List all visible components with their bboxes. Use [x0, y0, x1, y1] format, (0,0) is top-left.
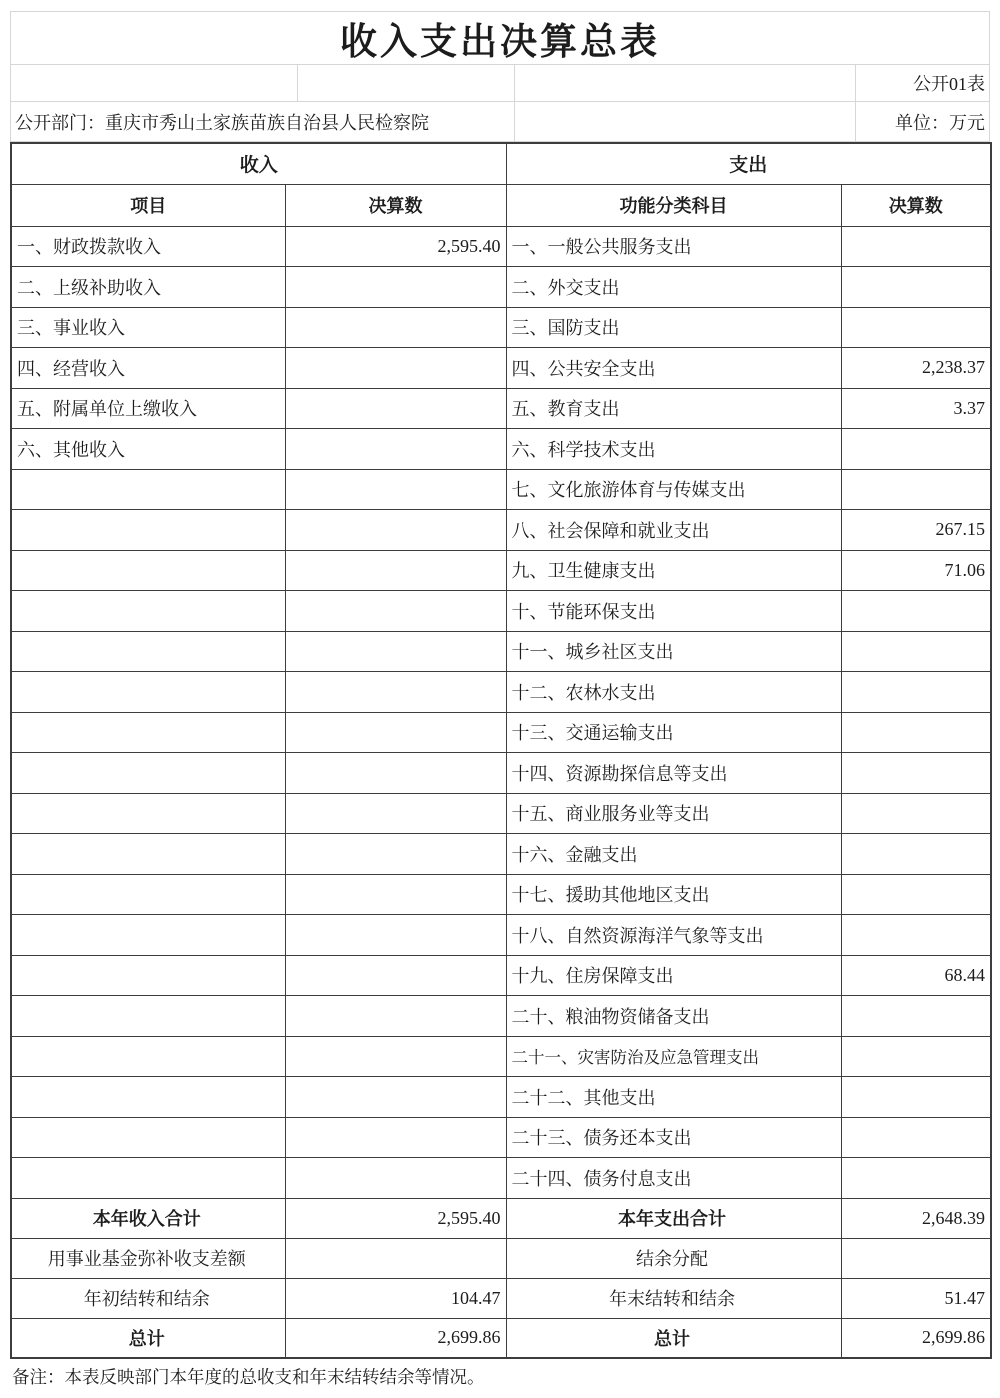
table-code-label: 公开01表: [855, 65, 990, 101]
expense-amount-cell: [841, 1158, 991, 1199]
page-title: 收入支出决算总表: [340, 22, 660, 63]
income-amount-cell: [285, 631, 506, 672]
income-item-cell: [11, 591, 285, 632]
table-row: [11, 955, 991, 996]
expense-amount-cell: [841, 1077, 991, 1118]
expense-amount-cell: [841, 672, 991, 713]
expense-summary-label-cell: 结余分配: [506, 1238, 841, 1278]
summary-row: [11, 1238, 991, 1278]
expense-amount-cell: 3.37: [841, 388, 991, 429]
income-amount-cell: [285, 753, 506, 794]
table-row: [11, 1158, 991, 1199]
expense-item-cell: 一、一般公共服务支出: [506, 226, 841, 267]
sheet-header-block: [10, 11, 990, 142]
income-amount-cell: [285, 955, 506, 996]
income-item-cell: [11, 1117, 285, 1158]
expense-item-cell: 二、外交支出: [506, 267, 841, 308]
table-row: [11, 672, 991, 713]
income-amount-cell: [285, 388, 506, 429]
income-item-cell: [11, 834, 285, 875]
expense-item-cell: 二十一、灾害防治及应急管理支出: [506, 1036, 841, 1077]
income-amount-cell: [285, 712, 506, 753]
income-item-cell: 三、事业收入: [11, 307, 285, 348]
table-row: [11, 307, 991, 348]
income-summary-amount-cell: 2,699.86: [285, 1318, 506, 1358]
income-amount-cell: [285, 1158, 506, 1199]
expense-amount-cell: [841, 753, 991, 794]
expense-summary-label-cell: 总计: [506, 1318, 841, 1358]
accounts-table: [10, 142, 992, 1359]
expense-summary-amount-cell: 51.47: [841, 1278, 991, 1318]
fiscal-report-sheet: [10, 11, 990, 1393]
expense-item-cell: 十、节能环保支出: [506, 591, 841, 632]
table-row: [11, 915, 991, 956]
expense-amount-cell: [841, 874, 991, 915]
table-row: [11, 429, 991, 470]
income-summary-amount-cell: 2,595.40: [285, 1198, 506, 1238]
expense-amount-cell: 267.15: [841, 510, 991, 551]
table-row: [11, 712, 991, 753]
income-amount-cell: [285, 591, 506, 632]
empty-cell: [514, 102, 855, 141]
title-row: [11, 12, 989, 65]
expense-item-cell: 十九、住房保障支出: [506, 955, 841, 996]
income-item-cell: 四、经营收入: [11, 348, 285, 389]
expense-item-cell: 十一、城乡社区支出: [506, 631, 841, 672]
expense-item-cell: 十八、自然资源海洋气象等支出: [506, 915, 841, 956]
expense-amount-cell: [841, 267, 991, 308]
expense-amount-cell: [841, 1036, 991, 1077]
expense-amount-cell: 68.44: [841, 955, 991, 996]
income-summary-label-cell: 年初结转和结余: [11, 1278, 285, 1318]
expense-amount-header: 决算数: [841, 184, 991, 226]
expense-item-cell: 十五、商业服务业等支出: [506, 793, 841, 834]
income-amount-cell: [285, 874, 506, 915]
empty-cell: [297, 65, 514, 101]
table-row: [11, 1077, 991, 1118]
summary-row: [11, 1278, 991, 1318]
table-row: [11, 348, 991, 389]
table-row: [11, 550, 991, 591]
income-amount-cell: [285, 348, 506, 389]
expense-item-header: 功能分类科目: [506, 184, 841, 226]
table-code-row: [11, 65, 989, 102]
income-item-cell: [11, 874, 285, 915]
income-item-cell: [11, 1036, 285, 1077]
expense-section-header: 支出: [506, 143, 991, 184]
expense-amount-cell: [841, 307, 991, 348]
summary-row: [11, 1198, 991, 1238]
expense-item-cell: 二十四、债务付息支出: [506, 1158, 841, 1199]
summary-rows-body: [11, 1198, 991, 1358]
expense-amount-cell: [841, 591, 991, 632]
department-label: 公开部门：重庆市秀山土家族苗族自治县人民检察院: [15, 112, 429, 133]
income-item-cell: [11, 955, 285, 996]
expense-amount-cell: [841, 915, 991, 956]
data-rows-body: [11, 226, 991, 1198]
income-amount-cell: [285, 1036, 506, 1077]
expense-item-cell: 八、社会保障和就业支出: [506, 510, 841, 551]
department-row: [11, 102, 989, 141]
income-amount-cell: [285, 267, 506, 308]
income-item-cell: [11, 793, 285, 834]
table-row: [11, 753, 991, 794]
income-item-cell: [11, 753, 285, 794]
expense-item-cell: 二十三、债务还本支出: [506, 1117, 841, 1158]
table-row: [11, 226, 991, 267]
expense-amount-cell: [841, 712, 991, 753]
income-item-cell: 一、财政拨款收入: [11, 226, 285, 267]
income-item-cell: [11, 631, 285, 672]
summary-row: [11, 1318, 991, 1358]
income-amount-cell: [285, 469, 506, 510]
income-amount-cell: [285, 1077, 506, 1118]
income-summary-label-cell: 总计: [11, 1318, 285, 1358]
expense-amount-cell: [841, 834, 991, 875]
empty-cell: [514, 65, 855, 101]
income-item-cell: [11, 915, 285, 956]
expense-summary-label-cell: 年末结转和结余: [506, 1278, 841, 1318]
income-summary-label-cell: 用事业基金弥补收支差额: [11, 1238, 285, 1278]
income-amount-cell: 2,595.40: [285, 226, 506, 267]
expense-item-cell: 十四、资源勘探信息等支出: [506, 753, 841, 794]
income-amount-cell: [285, 672, 506, 713]
expense-amount-cell: [841, 996, 991, 1037]
income-amount-cell: [285, 915, 506, 956]
income-amount-cell: [285, 834, 506, 875]
income-item-cell: [11, 469, 285, 510]
income-amount-cell: [285, 307, 506, 348]
expense-item-cell: 二十、粮油物资储备支出: [506, 996, 841, 1037]
income-amount-cell: [285, 793, 506, 834]
table-row: [11, 793, 991, 834]
income-summary-amount-cell: [285, 1238, 506, 1278]
expense-amount-cell: 71.06: [841, 550, 991, 591]
income-amount-cell: [285, 550, 506, 591]
table-row: [11, 1036, 991, 1077]
income-item-cell: [11, 1077, 285, 1118]
expense-item-cell: 四、公共安全支出: [506, 348, 841, 389]
income-summary-amount-cell: 104.47: [285, 1278, 506, 1318]
expense-item-cell: 七、文化旅游体育与传媒支出: [506, 469, 841, 510]
expense-item-cell: 十七、援助其他地区支出: [506, 874, 841, 915]
section-header-row: [11, 143, 991, 184]
expense-item-cell: 九、卫生健康支出: [506, 550, 841, 591]
table-row: [11, 631, 991, 672]
income-amount-header: 决算数: [285, 184, 506, 226]
income-amount-cell: [285, 1117, 506, 1158]
expense-item-cell: 三、国防支出: [506, 307, 841, 348]
expense-amount-cell: [841, 1117, 991, 1158]
expense-summary-label-cell: 本年支出合计: [506, 1198, 841, 1238]
income-amount-cell: [285, 996, 506, 1037]
income-amount-cell: [285, 429, 506, 470]
income-item-cell: 六、其他收入: [11, 429, 285, 470]
table-row: [11, 267, 991, 308]
column-header-row: [11, 184, 991, 226]
table-row: [11, 834, 991, 875]
expense-amount-cell: [841, 793, 991, 834]
expense-amount-cell: [841, 226, 991, 267]
income-item-cell: [11, 1158, 285, 1199]
expense-item-cell: 十二、农林水支出: [506, 672, 841, 713]
income-amount-cell: [285, 510, 506, 551]
income-section-header: 收入: [11, 143, 506, 184]
income-item-cell: [11, 996, 285, 1037]
table-row: [11, 591, 991, 632]
table-row: [11, 1117, 991, 1158]
expense-summary-amount-cell: 2,648.39: [841, 1198, 991, 1238]
income-summary-label-cell: 本年收入合计: [11, 1198, 285, 1238]
income-item-cell: [11, 712, 285, 753]
expense-amount-cell: [841, 631, 991, 672]
expense-amount-cell: [841, 429, 991, 470]
expense-item-cell: 二十二、其他支出: [506, 1077, 841, 1118]
unit-label: 单位：万元: [855, 102, 990, 141]
income-item-header: 项目: [11, 184, 285, 226]
expense-amount-cell: 2,238.37: [841, 348, 991, 389]
table-row: [11, 996, 991, 1037]
table-row: [11, 469, 991, 510]
expense-item-cell: 十六、金融支出: [506, 834, 841, 875]
income-item-cell: [11, 672, 285, 713]
income-item-cell: [11, 510, 285, 551]
expense-summary-amount-cell: [841, 1238, 991, 1278]
expense-summary-amount-cell: 2,699.86: [841, 1318, 991, 1358]
empty-cell: [11, 65, 297, 101]
income-item-cell: 二、上级补助收入: [11, 267, 285, 308]
income-item-cell: 五、附属单位上缴收入: [11, 388, 285, 429]
expense-item-cell: 六、科学技术支出: [506, 429, 841, 470]
income-item-cell: [11, 550, 285, 591]
table-row: [11, 874, 991, 915]
expense-item-cell: 五、教育支出: [506, 388, 841, 429]
table-row: [11, 510, 991, 551]
table-row: [11, 388, 991, 429]
expense-amount-cell: [841, 469, 991, 510]
footnote: 备注：本表反映部门本年度的总收支和年末结转结余等情况。: [12, 1366, 485, 1387]
expense-item-cell: 十三、交通运输支出: [506, 712, 841, 753]
